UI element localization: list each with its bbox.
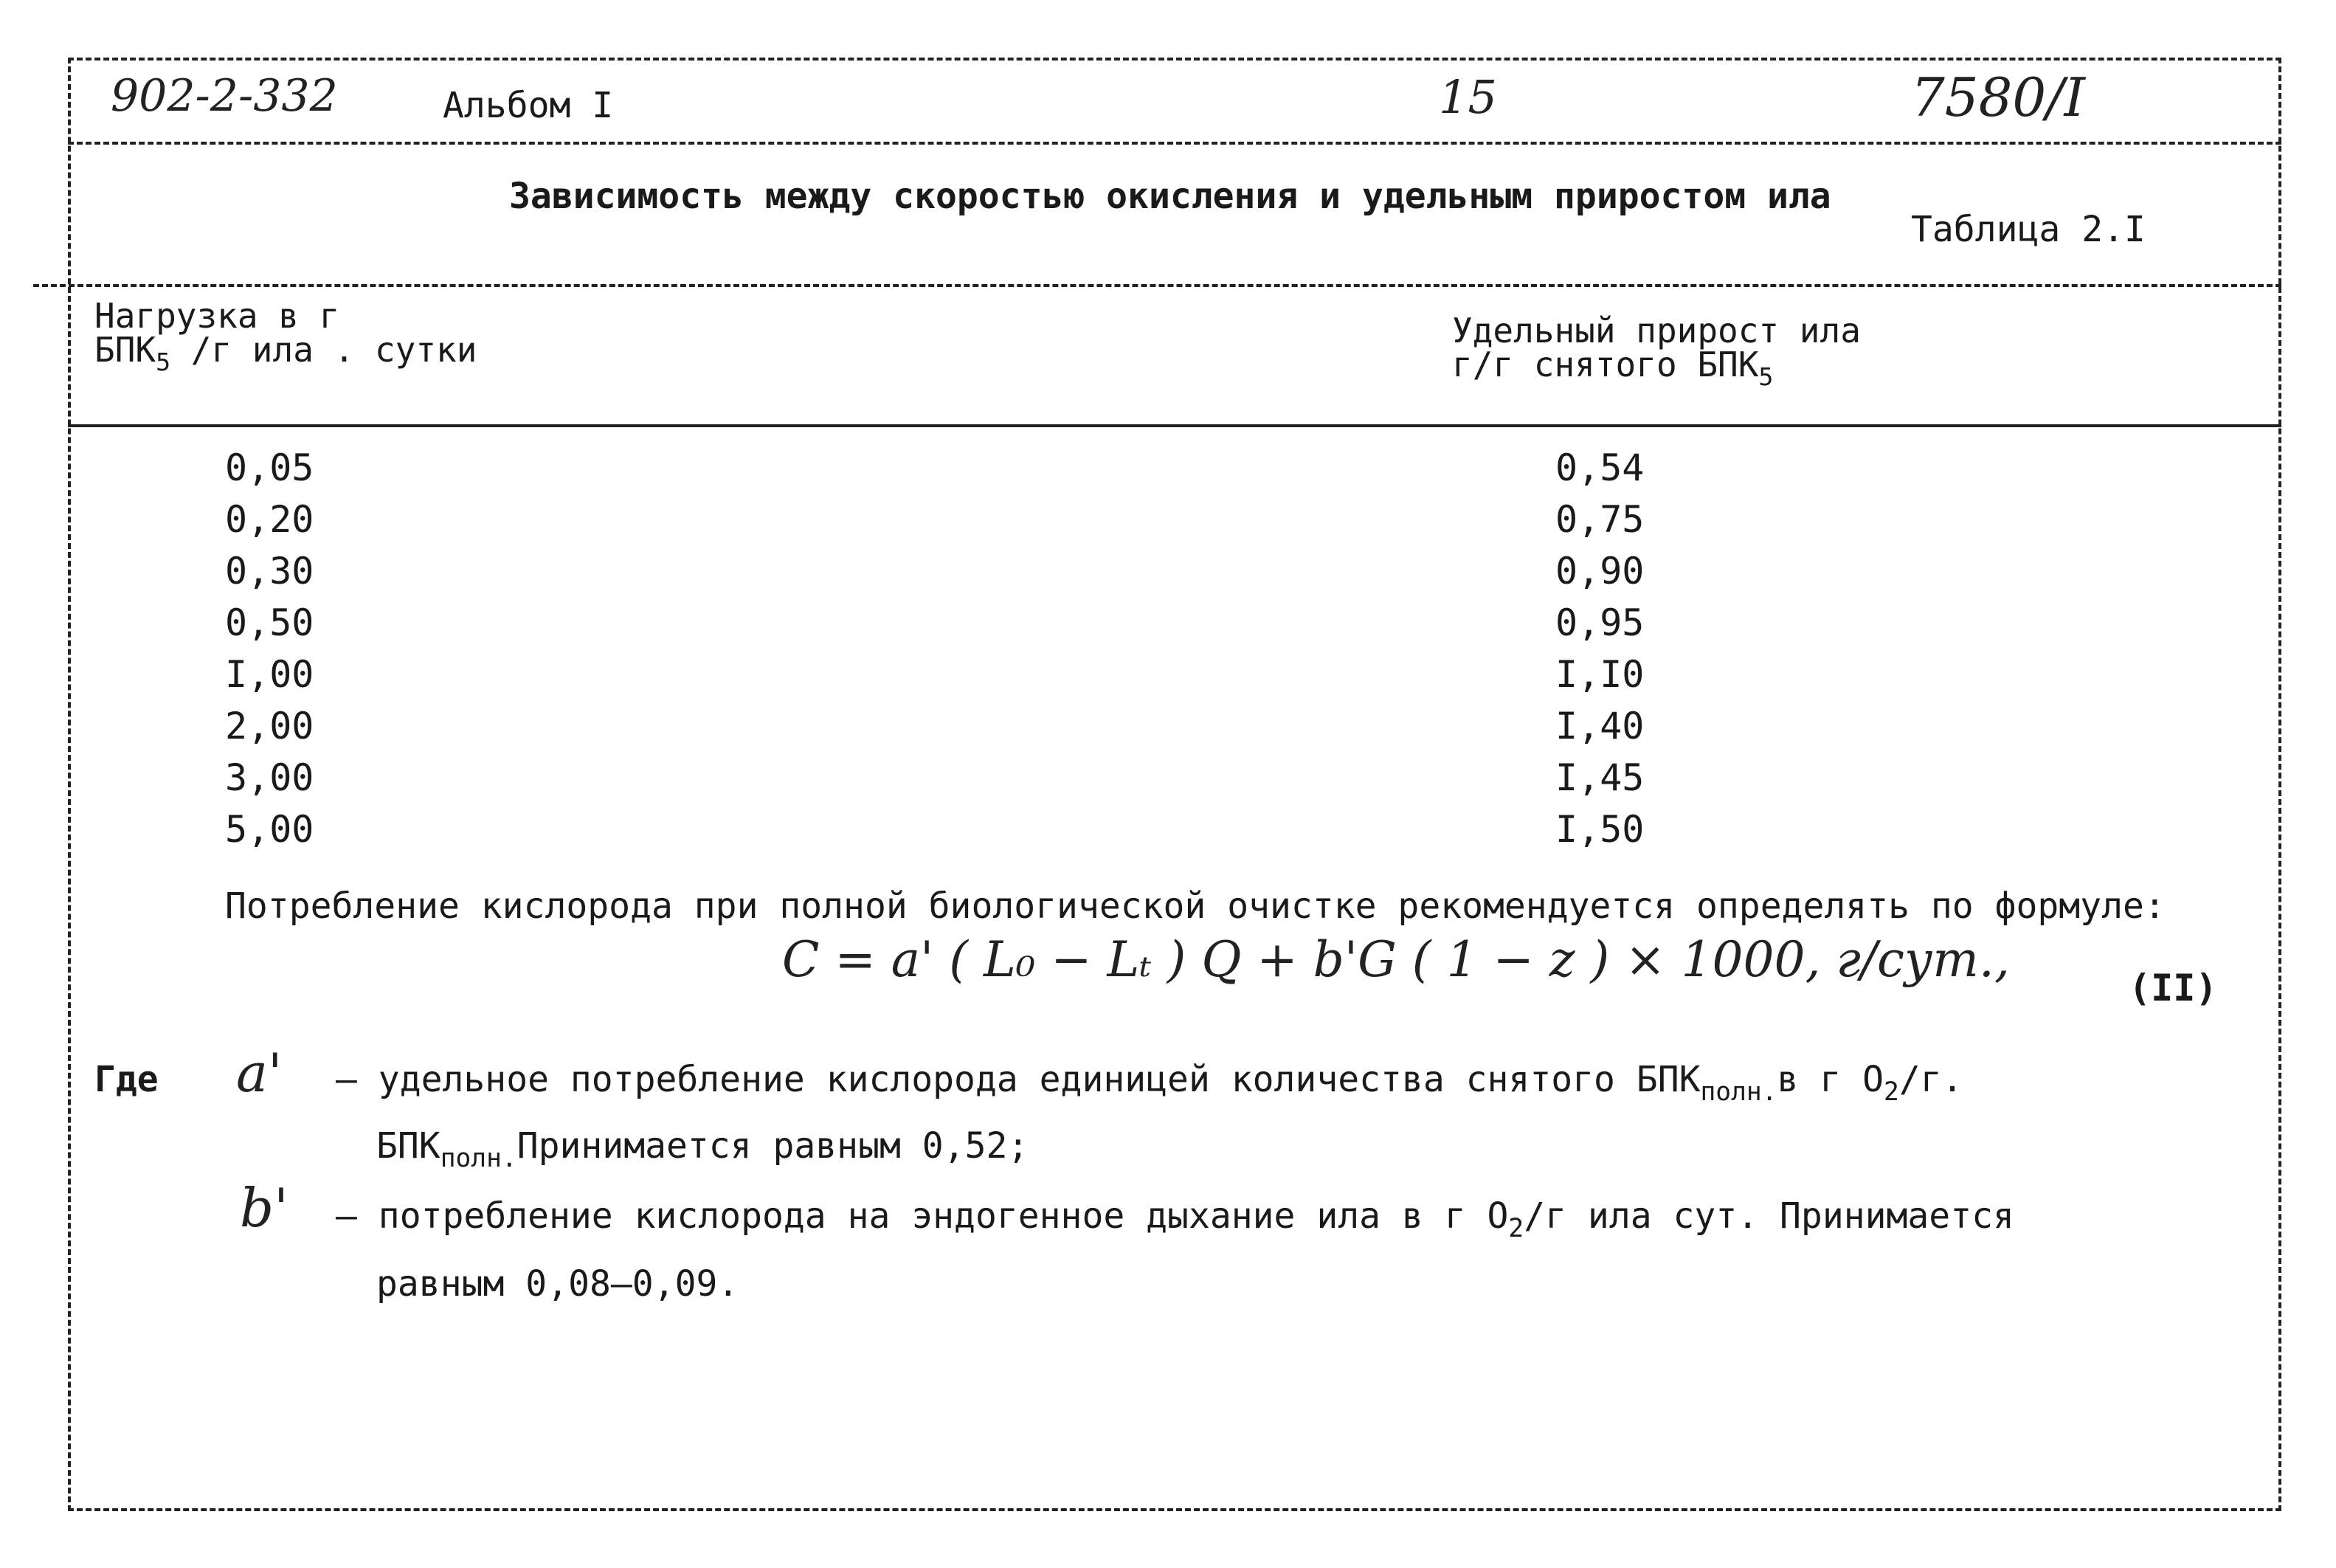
load-value: 0,30 [225, 550, 314, 593]
growth-value: I,45 [1555, 756, 1645, 799]
definition-a-line2: $БПК_{полн.}Принимается$ равным 0,52; [376, 1125, 1029, 1174]
symbol-a: a' [236, 1042, 283, 1104]
page-number: 15 [1439, 70, 1497, 124]
load-value: 5,00 [225, 808, 314, 851]
title-divider [33, 284, 2281, 287]
growth-value: 0,54 [1555, 446, 1645, 489]
growth-value: 0,95 [1555, 601, 1645, 644]
growth-value: I,50 [1555, 808, 1645, 851]
drawing-code: 902-2-332 [111, 70, 338, 122]
formula-intro: Потребление кислорода при полной биологической очистке рекомендуется определять по формуле: [225, 885, 2166, 927]
load-value: 0,05 [225, 446, 314, 489]
load-value: I,00 [225, 653, 314, 696]
growth-value: 0,90 [1555, 550, 1645, 593]
table-title: Зависимость между скоростью окисления и удельным приростом ила [509, 176, 1831, 217]
growth-value: I,I0 [1555, 653, 1645, 696]
document-number: 7580/I [1911, 66, 2085, 128]
definition-b-line1: – потребление кислорода на эндогенное дыхание ила в г $O_2/г$ ила сут. Принимается [336, 1195, 2014, 1244]
header-divider [68, 142, 2281, 145]
load-value: 0,50 [225, 601, 314, 644]
load-value: 3,00 [225, 756, 314, 799]
load-value: 0,20 [225, 498, 314, 541]
formula-number: (II) [2129, 967, 2218, 1009]
growth-value: 0,75 [1555, 498, 1645, 541]
column-header-load: Нагрузка в г $БПК_5$ /г ила . сутки [94, 296, 477, 376]
table-label: Таблица 2.I [1911, 209, 2146, 250]
symbol-b: b' [240, 1177, 288, 1239]
column-header-growth: Удельный прирост ила г/г снятого $БПК_5$ [1452, 311, 1861, 391]
definition-a-line1: – удельное потребление кислорода единицей количества снятого $БПК_{полн.}в$ г $O_2/г$. [336, 1059, 1963, 1108]
album-label: Альбом I [443, 85, 614, 126]
growth-value: I,40 [1555, 705, 1645, 747]
oxygen-formula: C = a' ( L₀ − Lₜ ) Q + b'G ( 1 − z ) × 1000, г/сут., [782, 931, 2010, 988]
definition-b-line2: равным 0,08–0,09. [376, 1263, 739, 1305]
where-label: Где [94, 1059, 159, 1100]
header-bottom-rule [68, 424, 2281, 427]
load-value: 2,00 [225, 705, 314, 747]
